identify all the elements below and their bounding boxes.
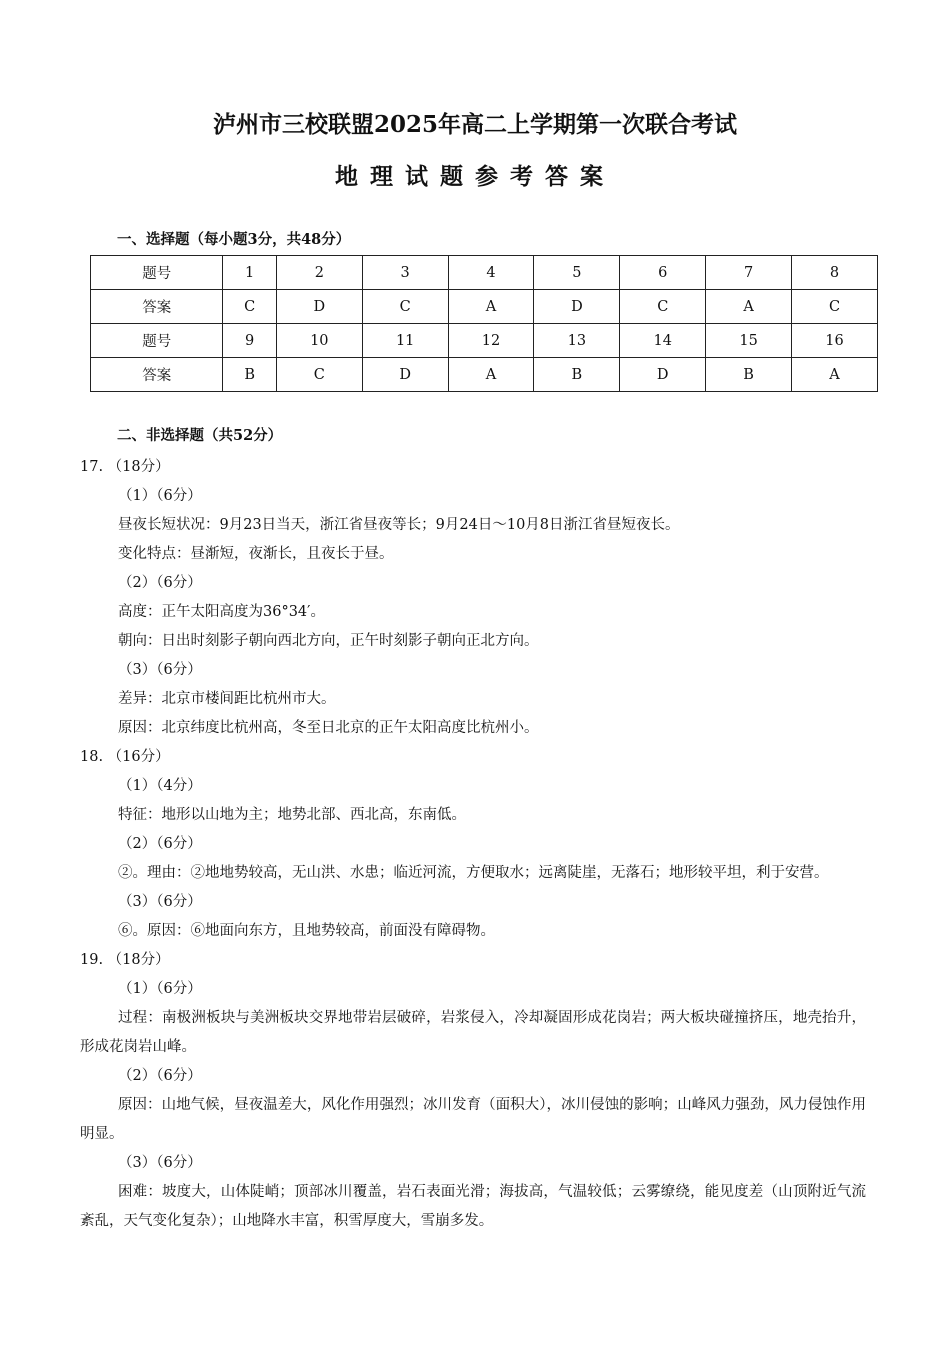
table-cell: 14 [620,324,706,358]
sub-question-label: （3）（6分） [118,662,202,678]
sub-question-label: （2）（6分） [118,836,202,852]
table-cell: C [620,290,706,324]
answer-paragraph: 高度：正午太阳高度为36°34′。 [118,604,325,620]
table-cell: C [792,290,878,324]
table-cell: A [792,358,878,392]
section-heading-choice: 一、选择题（每小题3分，共48分） [117,231,351,248]
answer-paragraph: ②。理由：②地地势较高，无山洪、水患；临近河流，方便取水；远离陡崖，无落石；地形较平坦，利于安营。 [118,865,829,881]
answer-paragraph: 特征：地形以山地为主；地势北部、西北高，东南低。 [118,807,466,823]
table-cell: 16 [792,324,878,358]
table-cell: C [223,290,276,324]
page-subtitle: 地理试题参考答案 [335,163,615,190]
sub-question-label: （2）（6分） [118,1068,202,1084]
table-cell: 7 [706,256,792,290]
answer-paragraph: 变化特点：昼渐短，夜渐长，且夜长于昼。 [118,546,394,562]
table-cell: 10 [276,324,362,358]
sub-question-label: （1）（4分） [118,778,202,794]
table-cell: D [362,358,448,392]
sub-question-label: （1）（6分） [118,981,202,997]
table-cell: 15 [706,324,792,358]
section-heading-nonchoice: 二、非选择题（共52分） [117,427,283,444]
table-cell: C [276,358,362,392]
table-cell: 12 [448,324,534,358]
answer-paragraph: 原因：北京纬度比杭州高，冬至日北京的正午太阳高度比杭州小。 [118,720,539,736]
table-cell: A [706,290,792,324]
table-row-answers [91,290,878,324]
table-cell: 9 [223,324,276,358]
table-cell: 11 [362,324,448,358]
table-cell: 2 [276,256,362,290]
table-cell: D [620,358,706,392]
answer-paragraph: 困难：坡度大，山体陡峭；顶部冰川覆盖，岩石表面光滑；海拔高，气温较低；云雾缭绕，能见度差（山顶附近气流紊乱，天气变化复杂）；山地降水丰富，积雪厚度大，雪崩多发。 [80,1184,866,1229]
table-cell: 4 [448,256,534,290]
table-row-answers [91,358,878,392]
table-cell: D [534,290,620,324]
table-cell: 13 [534,324,620,358]
table-cell: B [706,358,792,392]
answer-body [80,453,866,1236]
answer-paragraph: 原因：山地气候，昼夜温差大，风化作用强烈；冰川发育（面积大），冰川侵蚀的影响；山峰风力强劲，风力侵蚀作用明显。 [80,1097,866,1142]
table-cell: 6 [620,256,706,290]
table-row-question-numbers [91,324,878,358]
table-cell: 1 [223,256,276,290]
table-cell: A [448,358,534,392]
answer-paragraph: 昼夜长短状况：9月23日当天，浙江省昼夜等长；9月24日～10月8日浙江省昼短夜长。 [118,517,680,533]
table-cell: D [276,290,362,324]
answer-paragraph: 差异：北京市楼间距比杭州市大。 [118,691,336,707]
sub-question-label: （3）（6分） [118,1155,202,1171]
question-number: 19. （18分） [80,952,170,968]
table-cell: 3 [362,256,448,290]
question-number: 17. （18分） [80,459,170,475]
table-row-label: 题号 [91,256,223,290]
table-cell: 5 [534,256,620,290]
table-row-label: 题号 [91,324,223,358]
table-row-question-numbers [91,256,878,290]
question-number: 18. （16分） [80,749,170,765]
table-cell: B [534,358,620,392]
table-cell: A [448,290,534,324]
table-row-label: 答案 [91,358,223,392]
answer-paragraph: ⑥。原因：⑥地面向东方，且地势较高，前面没有障碍物。 [118,923,495,939]
table-cell: B [223,358,276,392]
sub-question-label: （2）（6分） [118,575,202,591]
table-row-label: 答案 [91,290,223,324]
answer-paragraph: 朝向：日出时刻影子朝向西北方向，正午时刻影子朝向正北方向。 [118,633,539,649]
table-cell: C [362,290,448,324]
sub-question-label: （1）（6分） [118,488,202,504]
answer-paragraph: 过程：南极洲板块与美洲板块交界地带岩层破碎，岩浆侵入，冷却凝固形成花岗岩；两大板块碰撞挤压，地壳抬升，形成花岗岩山峰。 [80,1010,866,1055]
table-cell: 8 [792,256,878,290]
page-title: 泸州市三校联盟2025年高二上学期第一次联合考试 [212,111,737,138]
sub-question-label: （3）（6分） [118,894,202,910]
answer-table [90,255,878,392]
